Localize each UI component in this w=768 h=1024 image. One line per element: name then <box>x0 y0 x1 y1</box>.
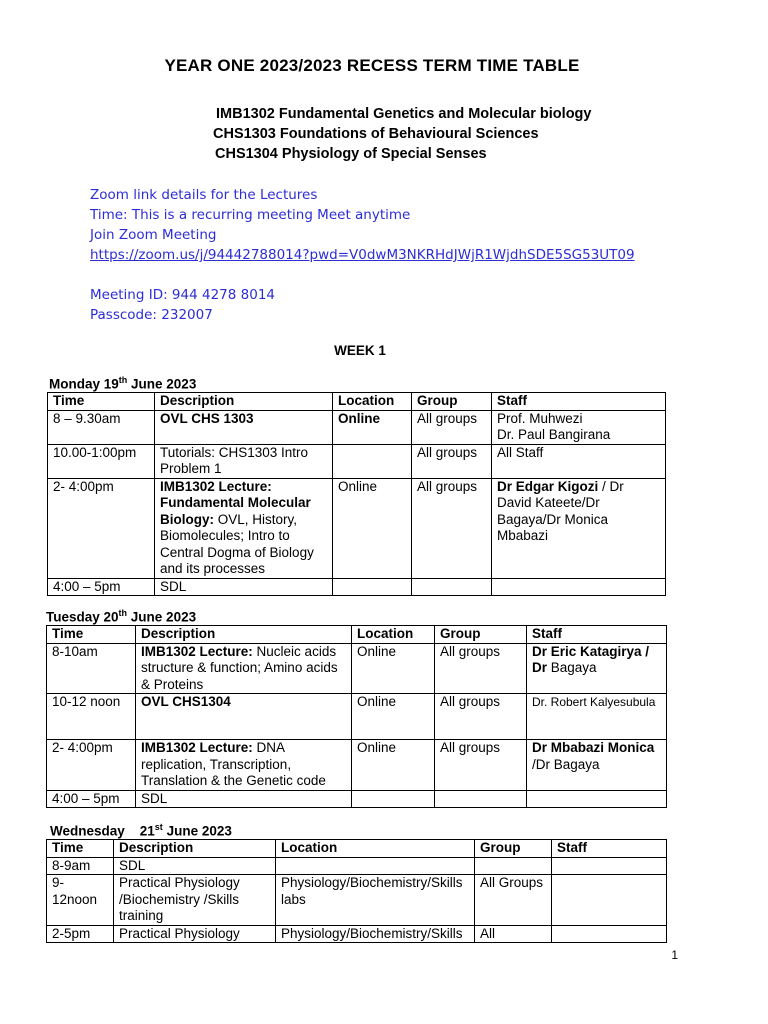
table-row: 8-9am SDL <box>47 857 667 875</box>
tuesday-heading: Tuesday 20th June 2023 <box>46 608 197 625</box>
wednesday-heading: Wednesday 21st June 2023 <box>50 822 232 839</box>
header-time: Time <box>47 626 136 644</box>
zoom-details <box>90 185 635 325</box>
header-location: Location <box>276 840 475 858</box>
header-staff: Staff <box>492 393 666 411</box>
zoom-meeting-link[interactable]: https://zoom.us/j/94442788014?pwd=V0dwM3NKRHdJWjR1WjdhSDE5SG53UT09 <box>90 247 635 263</box>
table-row: 4:00 – 5pm SDL <box>48 578 666 596</box>
document-title: YEAR ONE 2023/2023 RECESS TERM TIME TABLE <box>164 56 580 75</box>
header-description: Description <box>114 840 276 858</box>
course-chs1304: CHS1304 Physiology of Special Senses <box>215 146 487 162</box>
header-group: Group <box>475 840 552 858</box>
header-description: Description <box>155 393 333 411</box>
header-staff: Staff <box>527 626 667 644</box>
table-header-row <box>47 626 667 644</box>
header-group: Group <box>412 393 492 411</box>
header-time: Time <box>47 840 114 858</box>
header-group: Group <box>435 626 527 644</box>
week-heading: WEEK 1 <box>334 343 386 358</box>
table-row: 9-12noon Practical Physiology /Biochemistry /Skills training Physiology/Biochemistry/Skills labs All Groups <box>47 875 667 926</box>
page-number: 1 <box>671 948 678 962</box>
header-staff: Staff <box>552 840 667 858</box>
course-imb1302: IMB1302 Fundamental Genetics and Molecular biology <box>216 106 592 122</box>
zoom-heading: Zoom link details for the Lectures <box>90 187 318 203</box>
table-row: 10-12 noon OVL CHS1304 Online All groups Dr. Robert Kalyesubula <box>47 694 667 740</box>
header-description: Description <box>136 626 352 644</box>
table-row: 4:00 – 5pm SDL <box>47 790 667 808</box>
wednesday-table <box>46 839 667 943</box>
table-row: 10.00-1:00pm Tutorials: CHS1303 Intro Problem 1 All groups All Staff <box>48 444 666 478</box>
header-time: Time <box>48 393 155 411</box>
course-list <box>0 104 591 164</box>
monday-table <box>47 392 666 596</box>
table-row: 2-5pm Practical Physiology Physiology/Biochemistry/Skills All <box>47 925 667 943</box>
zoom-passcode: Passcode: 232007 <box>90 307 213 323</box>
tuesday-table <box>46 625 667 808</box>
table-row: 8 – 9.30am OVL CHS 1303 Online All groups Prof. Muhwezi Dr. Paul Bangirana <box>48 410 666 444</box>
zoom-time: Time: This is a recurring meeting Meet anytime <box>90 207 411 223</box>
table-row: 2- 4:00pm IMB1302 Lecture: DNA replication, Transcription, Translation & the Genetic code Online All groups Dr Mbabazi Monica /Dr Bagaya <box>47 740 667 791</box>
zoom-meeting-id: Meeting ID: 944 4278 8014 <box>90 287 275 303</box>
header-location: Location <box>352 626 435 644</box>
zoom-join-label: Join Zoom Meeting <box>90 227 217 243</box>
course-chs1303: CHS1303 Foundations of Behavioural Sciences <box>213 126 539 142</box>
header-location: Location <box>333 393 412 411</box>
table-row: 2- 4:00pm IMB1302 Lecture: Fundamental Molecular Biology: OVL, History, Biomolecules; Intro to Central Dogma of Biology and its processes Online All groups Dr Edgar Kigozi / Dr David Kateete/Dr Bagaya/Dr Monica Mbabazi <box>48 478 666 578</box>
table-header-row <box>47 840 667 858</box>
table-row: 8-10am IMB1302 Lecture: Nucleic acids structure & function; Amino acids & Proteins Online All groups Dr Eric Katagirya / Dr Bagaya <box>47 643 667 694</box>
table-header-row <box>48 393 666 411</box>
monday-heading: Monday 19th June 2023 <box>49 375 197 392</box>
